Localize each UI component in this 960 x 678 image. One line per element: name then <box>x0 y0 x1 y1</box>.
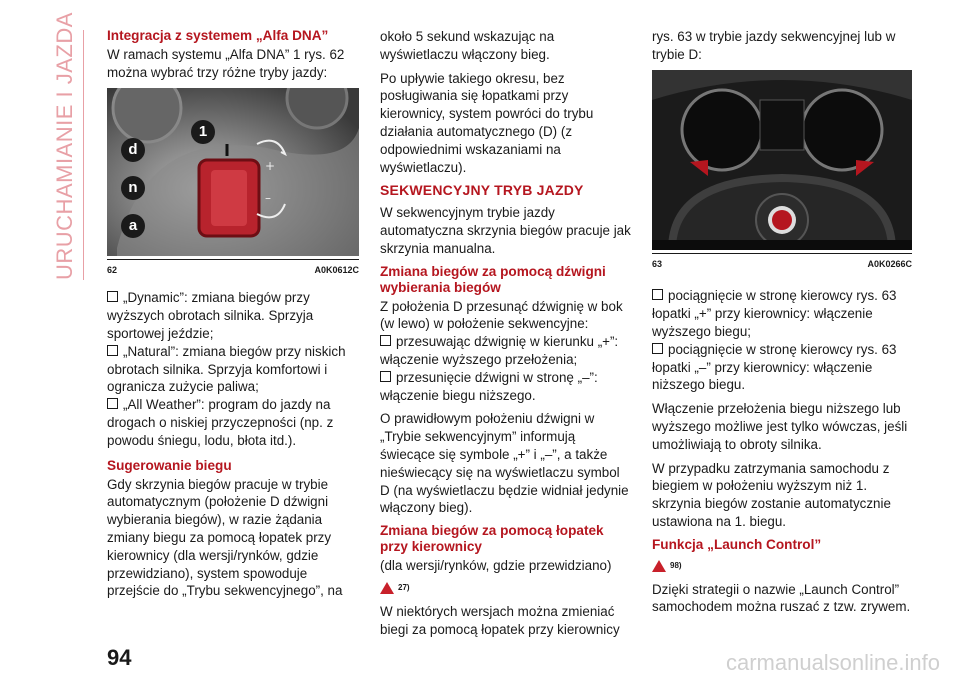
paddle-list <box>652 287 912 394</box>
checkbox-icon <box>107 398 118 409</box>
side-divider <box>83 30 84 280</box>
paragraph: Z położenia D przesunąć dźwignię w bok (w lewo) w położenie sekwencyjne: <box>380 298 623 332</box>
list-item <box>380 369 632 405</box>
callout-n: n <box>121 176 145 200</box>
section-heading-suggest: Sugerowanie biegu <box>107 457 232 473</box>
list-item <box>107 343 359 396</box>
warning-ref-number: 27) <box>398 582 410 592</box>
checkbox-icon <box>652 289 663 300</box>
paragraph: (dla wersji/rynków, gdzie przewidziano) <box>380 558 612 574</box>
checkbox-icon <box>107 345 118 356</box>
warning-triangle-icon <box>652 560 666 572</box>
list-item <box>652 287 912 340</box>
page-number: 94 <box>107 645 132 670</box>
paragraph: Włączenie przełożenia biegu niższego lub wyższego możliwe jest tylko wówczas, jeśli umożliwiają to obroty silnika. <box>652 401 908 452</box>
list-item <box>380 333 632 369</box>
warning-ref <box>380 579 632 597</box>
gear-selector-illustration <box>107 88 359 256</box>
side-tab-label: URUCHAMIANIE I JAZDA <box>52 12 77 280</box>
figure-62-caption <box>107 259 359 280</box>
paragraph: rys. 63 w trybie jazdy sekwencyjnej lub w trybie D: <box>652 29 896 62</box>
section-heading-lever: Zmiana biegów za pomocą dźwigni wybierania biegów <box>380 263 606 295</box>
callout-d: d <box>121 138 145 162</box>
figure-62 <box>107 88 359 280</box>
figure-62-code: A0K0612C <box>314 264 359 275</box>
callout-1: 1 <box>191 120 215 144</box>
checkbox-icon <box>380 371 391 382</box>
section-heading-paddles: Zmiana biegów za pomocą łopatek przy kierownicy <box>380 523 604 555</box>
paragraph: W sekwencyjnym trybie jazdy automatyczna skrzynia biegów pracuje jak skrzynia manualna. <box>380 205 631 256</box>
list-item-text: pociągnięcie w stronę kierowcy rys. 63 łopatki „+” przy kierownicy: włączenie wyższego biegu; <box>652 288 897 339</box>
callout-a: a <box>121 214 145 238</box>
figure-63-caption <box>652 253 912 274</box>
svg-text:–: – <box>265 190 271 205</box>
intro-paragraph: W ramach systemu „Alfa DNA” 1 rys. 62 można wybrać trzy różne tryby jazdy: <box>107 47 345 80</box>
steering-wheel-illustration <box>652 70 912 250</box>
list-item-text: pociągnięcie w stronę kierowcy rys. 63 łopatki „–” przy kierownicy: włączenie niższego biegu. <box>652 341 897 393</box>
list-item-text: przesunięcie dźwigni w stronę „–”: włączenie biegu niższego. <box>380 369 598 403</box>
warning-ref-number: 98) <box>670 560 682 570</box>
list-item-text: przesuwając dźwignię w kierunku „+”: włączenie wyższego przełożenia; <box>380 334 619 367</box>
figure-63 <box>652 70 912 274</box>
figure-63-number: 63 <box>652 258 663 269</box>
paragraph: W niektórych wersjach można zmieniać biegi za pomocą łopatek przy kierownicy <box>380 603 620 637</box>
column-3 <box>652 28 912 622</box>
section-heading-dna: Integracja z systemem „Alfa DNA” <box>107 28 329 43</box>
checkbox-icon <box>380 335 391 346</box>
column-2 <box>380 28 632 644</box>
list-item <box>107 289 359 342</box>
figure-63-code: A0K0266C <box>867 258 912 269</box>
side-tab <box>50 12 80 280</box>
svg-text:+: + <box>265 158 276 173</box>
section-heading-launch: Funkcja „Launch Control” <box>652 536 822 552</box>
suggest-paragraph: Gdy skrzynia biegów pracuje w trybie automatycznym (położenie D dźwigni wybierania biegów), w razie żądania zmiany biegu za pomocą łopatek przy kierownicy (dla wersji/rynków, gdzie przewidziano), system spowoduje przejście do „Trybu sekwencyjnego”, na <box>107 476 343 599</box>
checkbox-icon <box>107 291 118 302</box>
checkbox-icon <box>652 343 663 354</box>
paragraph: Dzięki strategii o nazwie „Launch Control” samochodem można ruszać z tzw. zrywem. <box>652 581 911 615</box>
figure-62-image <box>107 88 359 256</box>
figure-63-image <box>652 70 912 250</box>
paragraph: Po upływie takiego okresu, bez posługiwania się łopatkami przy kierownicy, system powróci do trybu działania automatycznego (D) (z odpowiednimi wskazaniami na wyświetlaczu). <box>380 70 594 175</box>
section-heading-sequential: SEKWENCYJNY TRYB JAZDY <box>380 182 584 199</box>
list-item-text: „All Weather”: program do jazdy na drogach o niskiej przyczepności (np. z powodu śniegu, lodu, błota itd.). <box>107 397 334 448</box>
warning-ref <box>652 557 912 575</box>
watermark[interactable]: carmanualsonline.info <box>725 650 940 675</box>
paragraph: W przypadku zatrzymania samochodu z biegiem w położeniu wyższym niż 1. skrzynia biegów zostanie automatycznie ustawiona na 1. biegu. <box>652 460 891 529</box>
list-item-text: „Natural”: zmiana biegów przy niskich obrotach silnika. Sprzyja komfortowi i ogranicza zużycie paliwa; <box>107 343 346 395</box>
paragraph: O prawidłowym położeniu dźwigni w „Trybie sekwencyjnym” informują świecące się symbole „+” i „–”, a także nieświecący się na wyświetlaczu symbol D (na wyświetlaczu będzie widniał jedynie włączony bieg). <box>380 411 629 516</box>
list-item-text: „Dynamic”: zmiana biegów przy wyższych obrotach silnika. Sprzyja sportowej jeździe; <box>107 290 314 341</box>
paragraph: około 5 sekund wskazując na wyświetlaczu włączony bieg. <box>380 29 555 62</box>
figure-62-number: 62 <box>107 264 118 275</box>
mode-list <box>107 289 359 449</box>
warning-triangle-icon <box>380 582 394 594</box>
column-1 <box>107 28 359 606</box>
list-item <box>107 396 359 449</box>
list-item <box>652 341 912 394</box>
